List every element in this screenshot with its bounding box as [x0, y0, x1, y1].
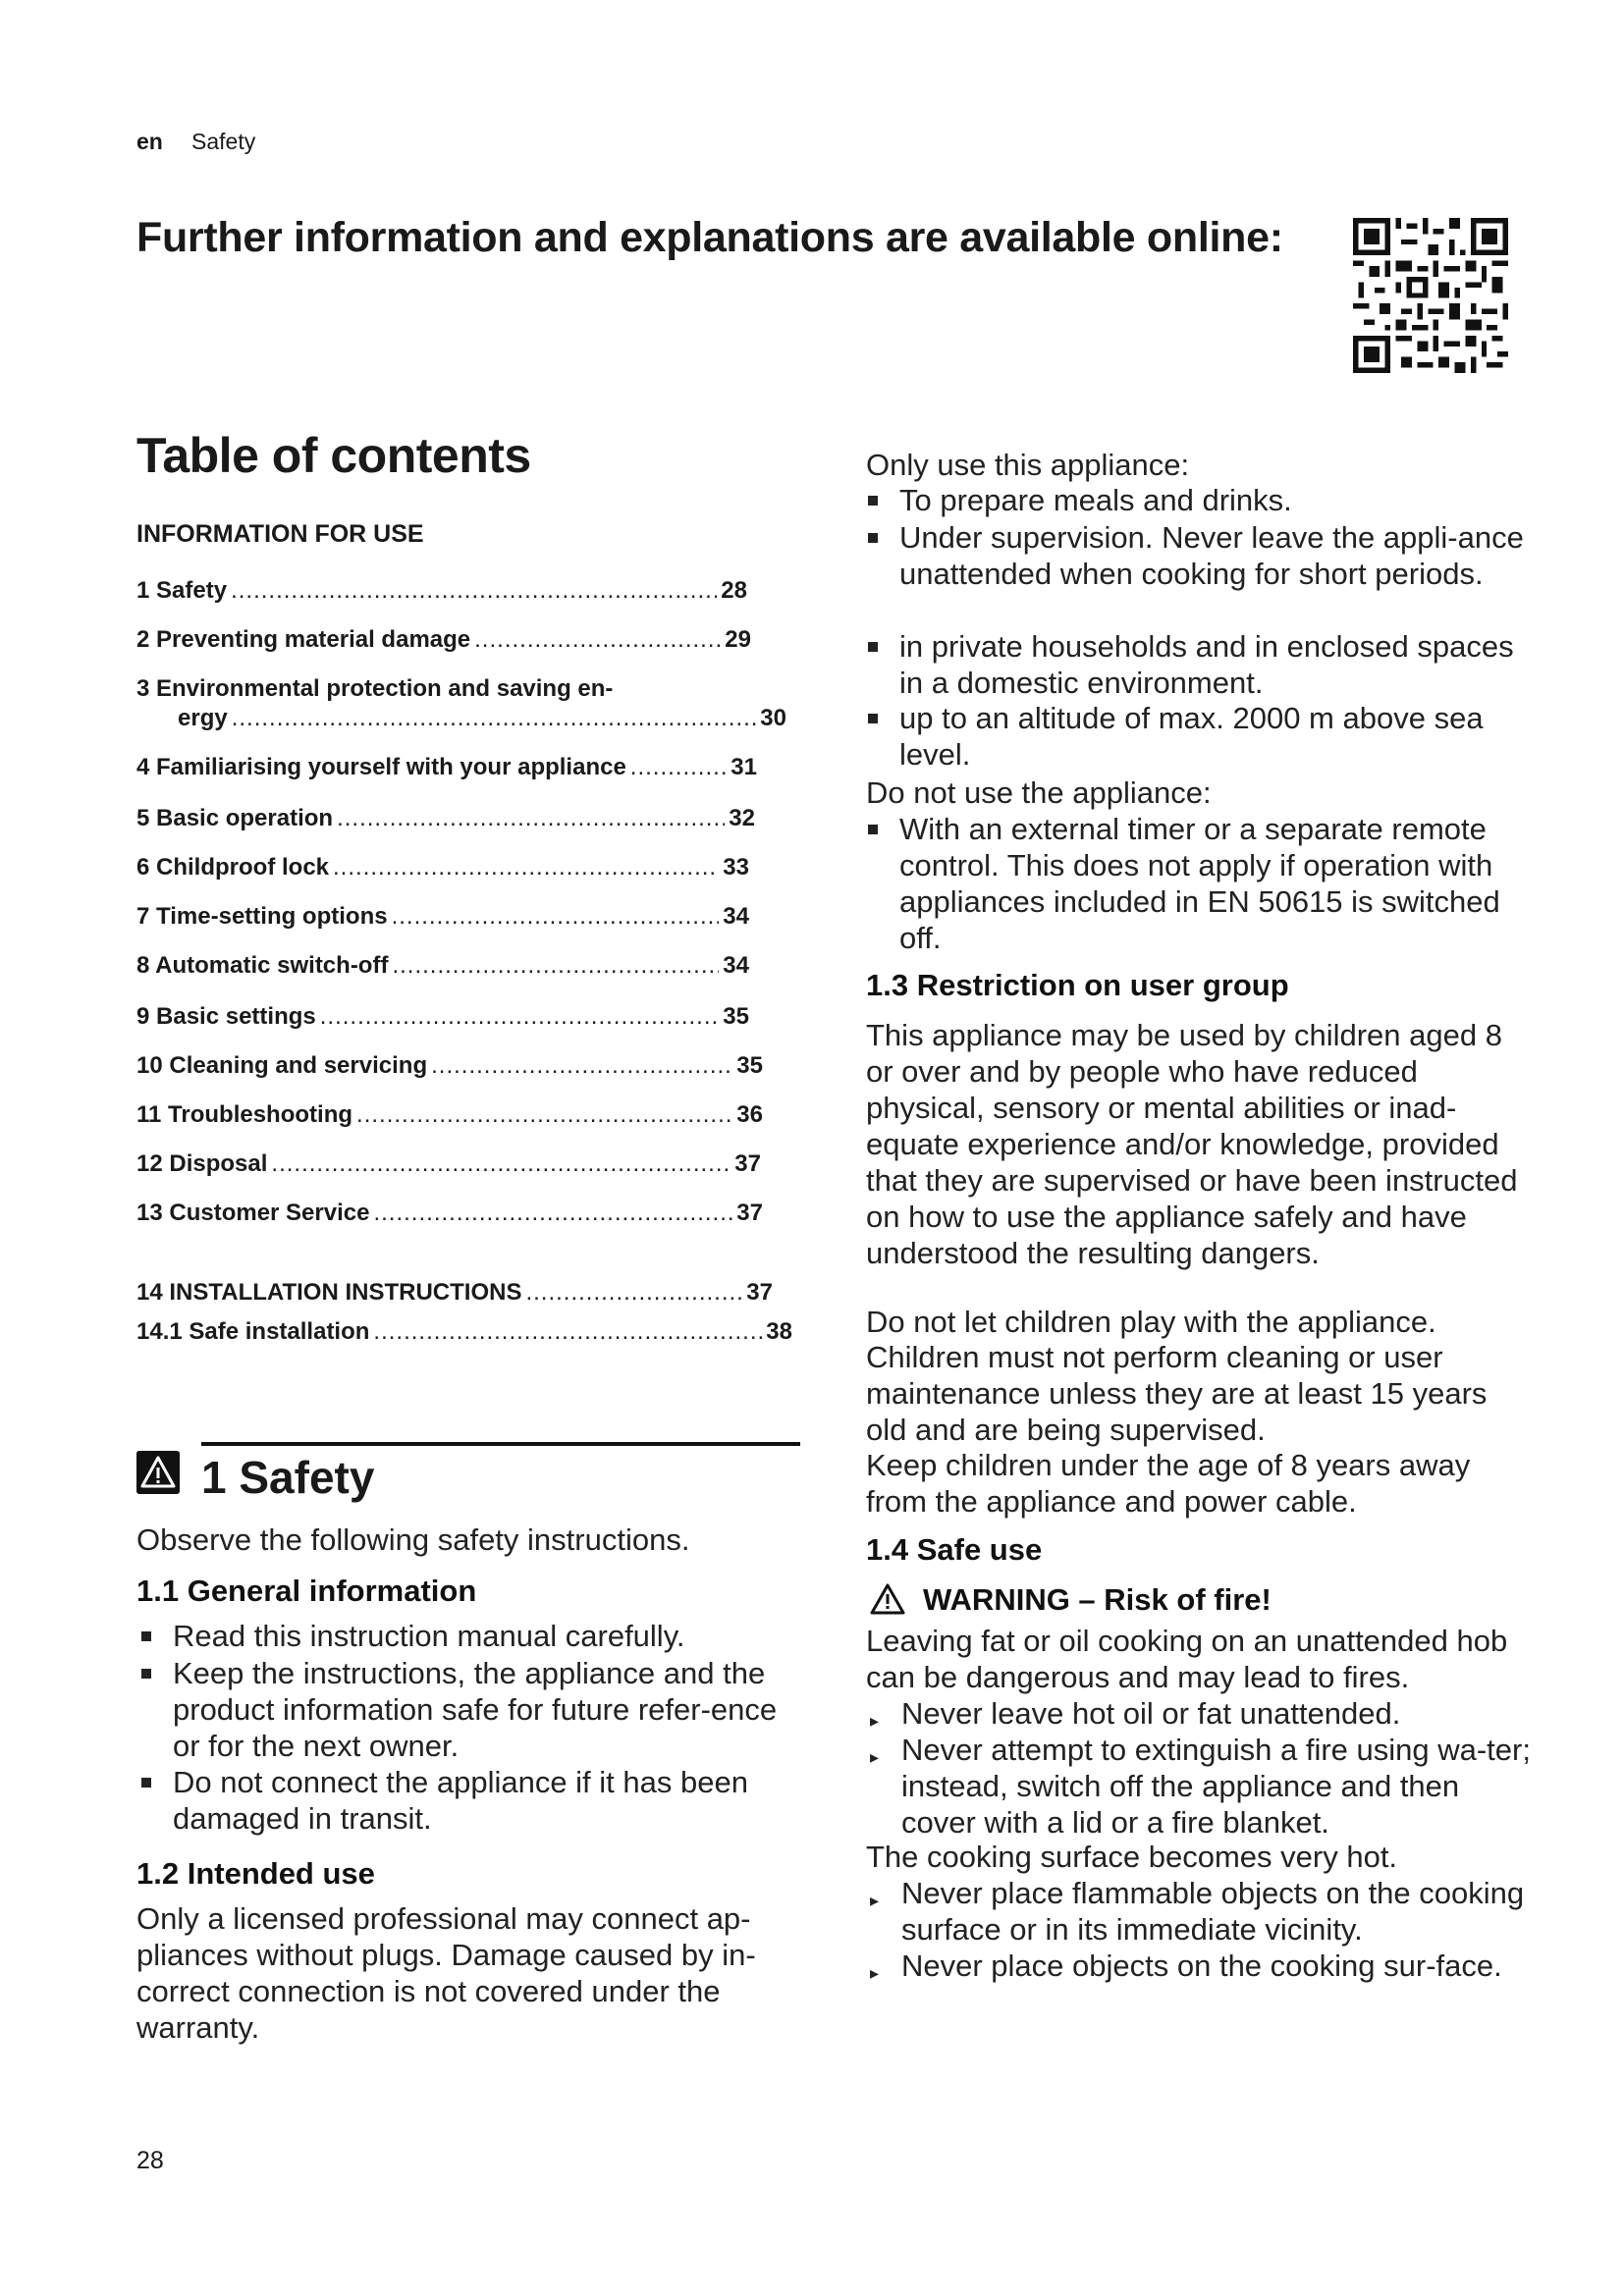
- intended-text: Only a licensed professional may connect ap-pliances without plugs. Damage caused by in-correct connection is not covered under the warranty.: [136, 1901, 756, 2045]
- warning-triangle-icon: [870, 1583, 905, 1615]
- toc-entry[interactable]: 14 INSTALLATION INSTRUCTIONS ..... 37: [136, 1279, 773, 1307]
- toc-title: Table of contents: [136, 428, 531, 483]
- restriction-p4: Keep children under the age of 8 years away from the appliance and power cable.: [866, 1448, 1471, 1519]
- toc-entry[interactable]: 9 Basic settings ..... 35: [136, 1003, 749, 1031]
- bullet-icon: [141, 1669, 151, 1679]
- list-item: With an external timer or a separate remote control. This does not apply if operation with appliances included in EN 50615 is switched off.: [868, 811, 1536, 956]
- toc-entry[interactable]: 6 Childproof lock ..... 33: [136, 854, 749, 881]
- toc-entry[interactable]: 13 Customer Service ..... 37: [136, 1200, 763, 1227]
- arrow-icon: ▸: [870, 1891, 880, 1910]
- list-item: Keep the instructions, the appliance and the product information safe for future refer-ence or for the next owner.: [141, 1655, 799, 1764]
- toc-entry[interactable]: 2 Preventing material damage ..... 29: [136, 626, 751, 654]
- heading-restriction: 1.3 Restriction on user group: [866, 968, 1289, 1002]
- page-number: 28: [136, 2147, 164, 2174]
- bullet-icon: [868, 533, 878, 543]
- step-item: ▸ Never leave hot oil or fat unattended.: [868, 1695, 1536, 1732]
- restriction-p1: This appliance may be used by children aged 8 or over and by people who have reduced physical, sensory or mental abilities or inad-equate experience and/or knowledge, provided that they are supervised or have been instructed on how to use the appliance safely and have understood the resulting dangers.: [866, 1018, 1518, 1270]
- toc-entry[interactable]: 1 Safety ..... 28: [136, 577, 747, 605]
- bullet-icon: [868, 496, 878, 506]
- toc-entry[interactable]: 10 Cleaning and servicing ..... 35: [136, 1052, 763, 1080]
- toc-entry[interactable]: 8 Automatic switch-off ..... 34: [136, 952, 749, 980]
- section-rule: [201, 1442, 800, 1446]
- arrow-icon: ▸: [870, 1747, 880, 1767]
- toc-entry[interactable]: ergy ..... 30: [178, 705, 786, 732]
- toc-entry[interactable]: 11 Troubleshooting ..... 36: [136, 1101, 763, 1129]
- toc-entry[interactable]: 5 Basic operation ..... 32: [136, 805, 755, 832]
- arrow-icon: ▸: [870, 1711, 880, 1731]
- list-item: Read this instruction manual carefully.: [141, 1618, 799, 1654]
- arrow-icon: ▸: [870, 1963, 880, 1983]
- restriction-p2: Do not let children play with the appliance.: [866, 1305, 1436, 1339]
- qr-code: [1353, 218, 1508, 373]
- warning-title: WARNING – Risk of fire!: [923, 1582, 1272, 1617]
- only-use-label: Only use this appliance:: [866, 448, 1190, 482]
- bullet-icon: [868, 825, 878, 834]
- step-item: ▸ Never attempt to extinguish a fire using wa-ter; instead, switch off the appliance and then cover with a lid or a fire blanket.: [870, 1733, 1531, 1840]
- bullet-icon: [141, 1631, 151, 1641]
- toc-entry[interactable]: 14.1 Safe installation ..... 38: [136, 1318, 792, 1346]
- list-item: Do not connect the appliance if it has been damaged in transit.: [141, 1764, 799, 1837]
- toc-entry[interactable]: 12 Disposal ..... 37: [136, 1150, 761, 1178]
- step-item: ▸ Never place flammable objects on the cooking surface or in its immediate vicinity.: [870, 1876, 1525, 1947]
- list-item: Under supervision. Never leave the appli-ance unattended when cooking for short periods.: [868, 519, 1536, 592]
- not-use-label: Do not use the appliance:: [866, 775, 1212, 810]
- toc-entry-line1[interactable]: 3 Environmental protection and saving en-: [136, 675, 614, 702]
- list-item: up to an altitude of max. 2000 m above sea level.: [868, 700, 1536, 773]
- hot-surface-text: The cooking surface becomes very hot.: [866, 1840, 1398, 1874]
- bullet-icon: [868, 642, 878, 652]
- restriction-p3: Children must not perform cleaning or user maintenance unless they are at least 15 years old and are being supervised.: [866, 1340, 1488, 1447]
- heading-safe-use: 1.4 Safe use: [866, 1532, 1043, 1567]
- list-item: To prepare meals and drinks.: [868, 482, 1536, 518]
- safety-intro: Observe the following safety instructions.: [136, 1522, 690, 1557]
- bullet-icon: [868, 714, 878, 723]
- language-code: en: [136, 129, 163, 154]
- list-item: in private households and in enclosed spaces in a domestic environment.: [868, 628, 1536, 701]
- heading-intended-use: 1.2 Intended use: [136, 1856, 375, 1891]
- heading-general: 1.1 General information: [136, 1574, 477, 1608]
- section-title: 1 Safety: [201, 1452, 375, 1503]
- toc-entry[interactable]: 7 Time-setting options ..... 34: [136, 903, 749, 931]
- online-heading: Further information and explanations are available online:: [136, 214, 1283, 261]
- warning-icon: [136, 1451, 180, 1494]
- toc-entry[interactable]: 4 Familiarising yourself with your appliance ..... 31: [136, 754, 757, 781]
- bullet-icon: [141, 1778, 151, 1788]
- warning-text: Leaving fat or oil cooking on an unattended hob can be dangerous and may lead to fires.: [866, 1624, 1508, 1694]
- step-item: ▸ Never place objects on the cooking sur-face.: [868, 1948, 1536, 1984]
- section-name: Safety: [191, 129, 256, 154]
- toc-subtitle: INFORMATION FOR USE: [136, 520, 424, 548]
